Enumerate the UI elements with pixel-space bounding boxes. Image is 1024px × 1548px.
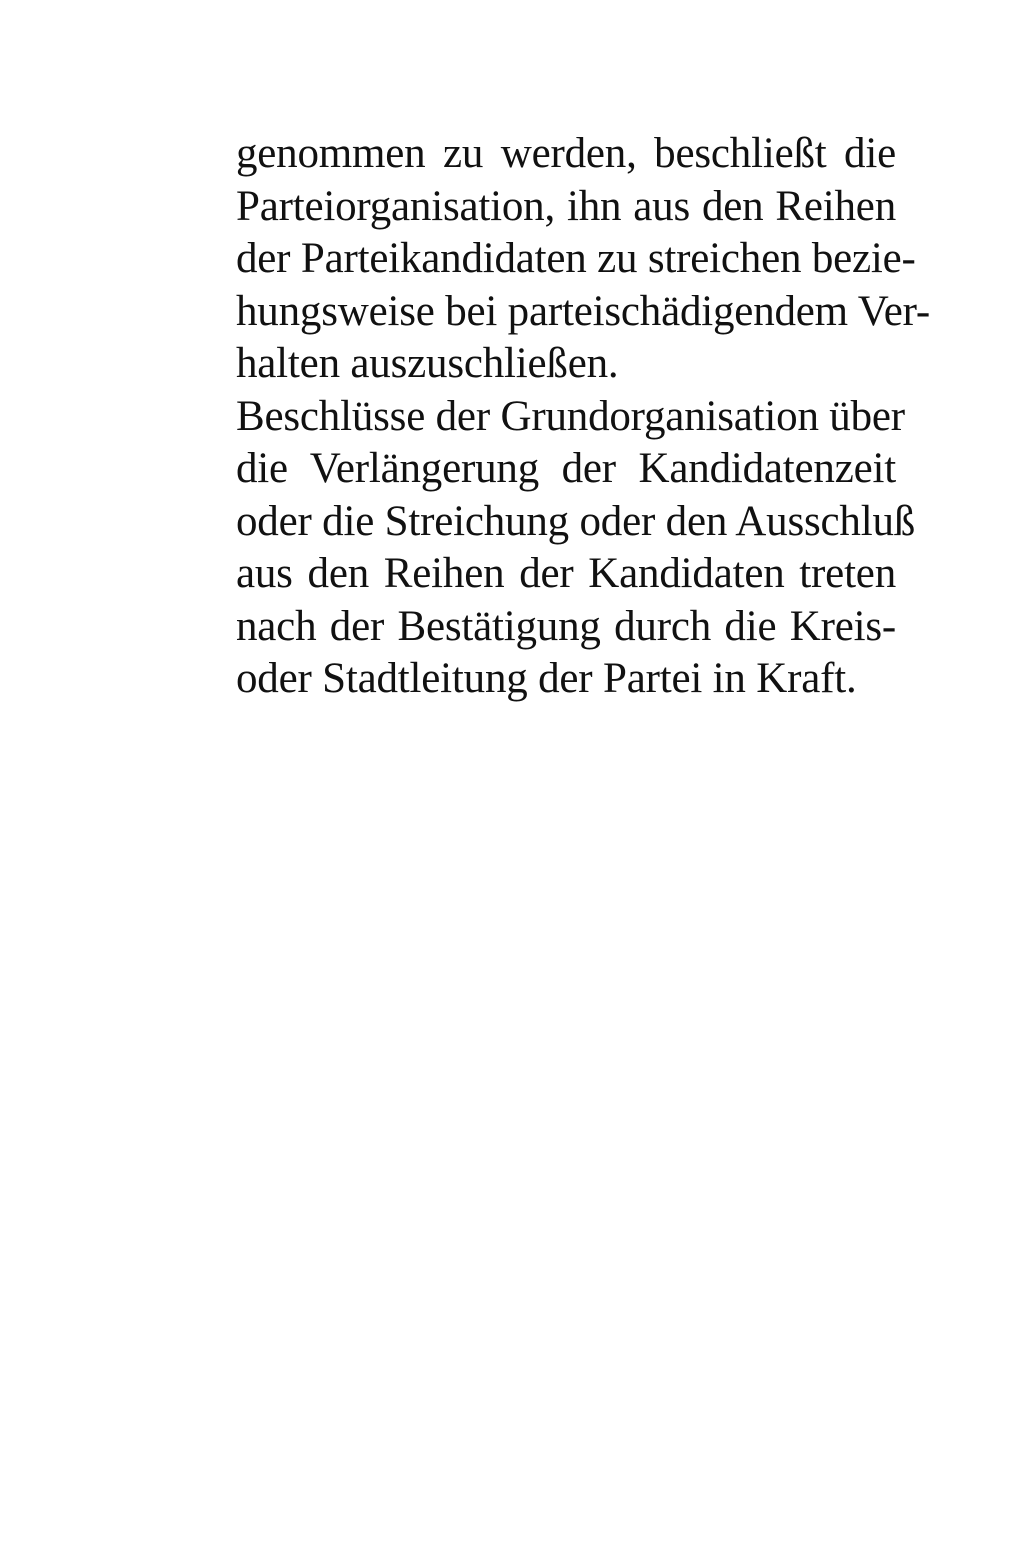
text-line: der Parteikandidaten zu streichen bezie- [236, 235, 916, 282]
paragraph-2 [236, 391, 916, 706]
paragraph-1 [236, 128, 931, 391]
text-line: Parteiorganisation, ihn aus den Reihen [236, 182, 896, 230]
text-line: oder die Streichung oder den Ausschluß [236, 497, 916, 545]
text-line: halten auszuschließen. [236, 340, 619, 387]
text-line: oder Stadtleitung der Partei in Kraft. [236, 655, 857, 702]
text-line: Beschlüsse der Grundorganisation über [236, 392, 905, 440]
body-text [236, 128, 931, 706]
text-line: die Verlängerung der Kandidatenzeit [236, 445, 896, 492]
text-line: hungsweise bei parteischädigendem Ver- [236, 287, 931, 335]
text-line: aus den Reihen der Kandidaten treten [236, 550, 896, 597]
text-line: nach der Bestätigung durch die Kreis- [236, 602, 896, 650]
text-line: genommen zu werden, beschließt die [236, 130, 896, 177]
